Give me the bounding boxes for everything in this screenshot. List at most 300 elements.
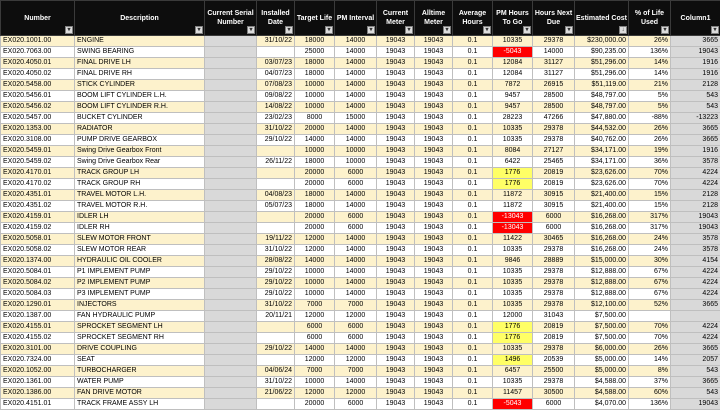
cell-average-hours[interactable]: 0.1 — [453, 234, 493, 245]
cell-pct-life-used[interactable]: 24% — [629, 234, 671, 245]
cell-current-meter[interactable]: 19043 — [377, 366, 415, 377]
cell-average-hours[interactable]: 0.1 — [453, 399, 493, 410]
column-header-pm-hours-to-go[interactable] — [493, 1, 533, 36]
cell-current-serial-number[interactable] — [205, 322, 257, 333]
table-row[interactable] — [1, 91, 720, 102]
cell-description[interactable]: TRACK GROUP LH — [75, 168, 205, 179]
cell-pm-interval[interactable]: 6000 — [335, 223, 377, 234]
cell-pct-life-used[interactable]: 60% — [629, 388, 671, 399]
cell-current-serial-number[interactable] — [205, 47, 257, 58]
cell-column1[interactable]: 2128 — [671, 190, 720, 201]
cell-current-meter[interactable]: 19043 — [377, 300, 415, 311]
table-row[interactable] — [1, 256, 720, 267]
cell-target-life[interactable]: 20000 — [295, 212, 335, 223]
cell-average-hours[interactable]: 0.1 — [453, 333, 493, 344]
cell-number[interactable]: EX020.4050.02 — [1, 69, 75, 80]
table-row[interactable] — [1, 344, 720, 355]
cell-alltime-meter[interactable]: 19043 — [415, 267, 453, 278]
cell-target-life[interactable]: 14000 — [295, 256, 335, 267]
cell-pct-life-used[interactable]: 136% — [629, 399, 671, 410]
table-row[interactable] — [1, 47, 720, 58]
cell-number[interactable]: EX020.5084.02 — [1, 278, 75, 289]
cell-pct-life-used[interactable]: 30% — [629, 256, 671, 267]
cell-number[interactable]: EX020.4170.01 — [1, 168, 75, 179]
cell-hours-next-due[interactable]: 28500 — [533, 102, 575, 113]
cell-estimated-cost[interactable]: $230,000.00 — [575, 36, 629, 47]
cell-average-hours[interactable]: 0.1 — [453, 300, 493, 311]
cell-pm-hours-to-go[interactable]: 10335 — [493, 36, 533, 47]
cell-target-life[interactable]: 12000 — [295, 311, 335, 322]
cell-number[interactable]: EX020.4351.02 — [1, 201, 75, 212]
cell-current-serial-number[interactable] — [205, 146, 257, 157]
cell-pm-interval[interactable]: 7000 — [335, 300, 377, 311]
cell-alltime-meter[interactable]: 19043 — [415, 190, 453, 201]
cell-current-meter[interactable]: 19043 — [377, 80, 415, 91]
cell-target-life[interactable]: 18000 — [295, 69, 335, 80]
cell-pm-hours-to-go[interactable]: -13043 — [493, 223, 533, 234]
cell-average-hours[interactable]: 0.1 — [453, 366, 493, 377]
cell-number[interactable]: EX020.4050.01 — [1, 58, 75, 69]
cell-average-hours[interactable]: 0.1 — [453, 355, 493, 366]
cell-hours-next-due[interactable]: 20819 — [533, 322, 575, 333]
cell-pct-life-used[interactable]: 70% — [629, 168, 671, 179]
cell-current-meter[interactable]: 19043 — [377, 179, 415, 190]
cell-number[interactable]: EX020.1001.00 — [1, 36, 75, 47]
filter-dropdown-icon[interactable]: ▾ — [523, 26, 531, 34]
cell-current-serial-number[interactable] — [205, 289, 257, 300]
cell-description[interactable]: BUCKET CYLINDER — [75, 113, 205, 124]
cell-description[interactable]: P1 IMPLEMENT PUMP — [75, 267, 205, 278]
table-row[interactable] — [1, 300, 720, 311]
cell-alltime-meter[interactable]: 19043 — [415, 91, 453, 102]
cell-column1[interactable]: 4224 — [671, 267, 720, 278]
cell-estimated-cost[interactable]: $16,268.00 — [575, 234, 629, 245]
cell-hours-next-due[interactable]: 29378 — [533, 344, 575, 355]
cell-target-life[interactable]: 10000 — [295, 377, 335, 388]
cell-hours-next-due[interactable]: 28889 — [533, 256, 575, 267]
cell-pct-life-used[interactable]: 24% — [629, 245, 671, 256]
cell-pct-life-used[interactable]: 52% — [629, 300, 671, 311]
column-header-number[interactable] — [1, 1, 75, 36]
cell-number[interactable]: EX020.1374.00 — [1, 256, 75, 267]
cell-number[interactable]: EX020.3101.00 — [1, 344, 75, 355]
cell-current-serial-number[interactable] — [205, 377, 257, 388]
cell-hours-next-due[interactable]: 6000 — [533, 212, 575, 223]
cell-alltime-meter[interactable]: 19043 — [415, 223, 453, 234]
cell-pm-interval[interactable]: 12000 — [335, 388, 377, 399]
filter-dropdown-icon[interactable]: ↓ — [619, 26, 627, 34]
cell-pm-hours-to-go[interactable]: -13043 — [493, 212, 533, 223]
table-row[interactable] — [1, 289, 720, 300]
cell-average-hours[interactable]: 0.1 — [453, 278, 493, 289]
cell-target-life[interactable]: 7000 — [295, 300, 335, 311]
cell-current-serial-number[interactable] — [205, 355, 257, 366]
cell-description[interactable]: Swing Drive Gearbox Front — [75, 146, 205, 157]
cell-column1[interactable]: 19043 — [671, 47, 720, 58]
cell-pct-life-used[interactable]: 26% — [629, 135, 671, 146]
cell-estimated-cost[interactable]: $21,400.00 — [575, 190, 629, 201]
cell-target-life[interactable]: 18000 — [295, 36, 335, 47]
table-row[interactable] — [1, 234, 720, 245]
cell-pct-life-used[interactable]: 26% — [629, 36, 671, 47]
cell-current-serial-number[interactable] — [205, 333, 257, 344]
table-row[interactable] — [1, 245, 720, 256]
cell-estimated-cost[interactable]: $12,888.00 — [575, 267, 629, 278]
cell-pm-interval[interactable]: 6000 — [335, 399, 377, 410]
cell-target-life[interactable]: 18000 — [295, 157, 335, 168]
cell-pct-life-used[interactable]: -88% — [629, 113, 671, 124]
table-row[interactable] — [1, 146, 720, 157]
cell-average-hours[interactable]: 0.1 — [453, 289, 493, 300]
cell-hours-next-due[interactable]: 25465 — [533, 157, 575, 168]
cell-average-hours[interactable]: 0.1 — [453, 36, 493, 47]
cell-average-hours[interactable]: 0.1 — [453, 212, 493, 223]
cell-current-serial-number[interactable] — [205, 179, 257, 190]
cell-column1[interactable]: 3578 — [671, 234, 720, 245]
table-row[interactable] — [1, 157, 720, 168]
column-header-pct-life-used[interactable] — [629, 1, 671, 36]
cell-target-life[interactable]: 7000 — [295, 366, 335, 377]
cell-alltime-meter[interactable]: 19043 — [415, 212, 453, 223]
cell-average-hours[interactable]: 0.1 — [453, 201, 493, 212]
cell-hours-next-due[interactable]: 31127 — [533, 58, 575, 69]
cell-average-hours[interactable]: 0.1 — [453, 135, 493, 146]
cell-number[interactable]: EX020.5459.01 — [1, 146, 75, 157]
cell-pm-interval[interactable]: 14000 — [335, 289, 377, 300]
table-row[interactable] — [1, 102, 720, 113]
cell-hours-next-due[interactable]: 29378 — [533, 278, 575, 289]
cell-alltime-meter[interactable]: 19043 — [415, 300, 453, 311]
cell-estimated-cost[interactable]: $23,626.00 — [575, 179, 629, 190]
cell-current-serial-number[interactable] — [205, 399, 257, 410]
cell-pct-life-used[interactable]: 14% — [629, 355, 671, 366]
cell-installed-date[interactable] — [257, 146, 295, 157]
cell-current-serial-number[interactable] — [205, 113, 257, 124]
cell-number[interactable]: EX020.5084.03 — [1, 289, 75, 300]
cell-estimated-cost[interactable]: $51,119.00 — [575, 80, 629, 91]
cell-installed-date[interactable]: 28/08/22 — [257, 256, 295, 267]
cell-installed-date[interactable]: 29/10/22 — [257, 344, 295, 355]
cell-column1[interactable]: -13223 — [671, 113, 720, 124]
cell-current-meter[interactable]: 19043 — [377, 256, 415, 267]
cell-installed-date[interactable]: 04/08/23 — [257, 190, 295, 201]
cell-number[interactable]: EX020.1353.00 — [1, 124, 75, 135]
cell-average-hours[interactable]: 0.1 — [453, 388, 493, 399]
cell-description[interactable]: SLEW MOTOR REAR — [75, 245, 205, 256]
cell-current-meter[interactable]: 19043 — [377, 146, 415, 157]
cell-average-hours[interactable]: 0.1 — [453, 58, 493, 69]
cell-alltime-meter[interactable]: 19043 — [415, 69, 453, 80]
cell-alltime-meter[interactable]: 19043 — [415, 102, 453, 113]
cell-pm-interval[interactable]: 14000 — [335, 344, 377, 355]
cell-current-meter[interactable]: 19043 — [377, 399, 415, 410]
cell-installed-date[interactable]: 29/10/22 — [257, 278, 295, 289]
cell-average-hours[interactable]: 0.1 — [453, 344, 493, 355]
filter-dropdown-icon[interactable]: ▾ — [443, 26, 451, 34]
cell-installed-date[interactable]: 29/10/22 — [257, 267, 295, 278]
cell-alltime-meter[interactable]: 19043 — [415, 47, 453, 58]
cell-pm-interval[interactable]: 14000 — [335, 58, 377, 69]
cell-target-life[interactable]: 10000 — [295, 102, 335, 113]
cell-number[interactable]: EX020.1386.00 — [1, 388, 75, 399]
cell-hours-next-due[interactable]: 20819 — [533, 168, 575, 179]
cell-number[interactable]: EX020.5084.01 — [1, 267, 75, 278]
cell-estimated-cost[interactable]: $51,296.00 — [575, 58, 629, 69]
cell-number[interactable]: EX020.4155.01 — [1, 322, 75, 333]
cell-installed-date[interactable]: 09/08/22 — [257, 91, 295, 102]
cell-installed-date[interactable]: 21/06/22 — [257, 388, 295, 399]
cell-estimated-cost[interactable]: $5,000.00 — [575, 355, 629, 366]
cell-target-life[interactable]: 10000 — [295, 278, 335, 289]
cell-pm-hours-to-go[interactable]: 11872 — [493, 201, 533, 212]
cell-current-serial-number[interactable] — [205, 190, 257, 201]
cell-target-life[interactable]: 25000 — [295, 47, 335, 58]
cell-alltime-meter[interactable]: 19043 — [415, 36, 453, 47]
cell-pm-interval[interactable]: 6000 — [335, 322, 377, 333]
cell-pct-life-used[interactable]: 26% — [629, 124, 671, 135]
cell-current-serial-number[interactable] — [205, 278, 257, 289]
cell-description[interactable]: P3 IMPLEMENT PUMP — [75, 289, 205, 300]
cell-alltime-meter[interactable]: 19043 — [415, 322, 453, 333]
cell-column1[interactable]: 1916 — [671, 58, 720, 69]
cell-current-meter[interactable]: 19043 — [377, 102, 415, 113]
cell-description[interactable]: SEAT — [75, 355, 205, 366]
cell-average-hours[interactable]: 0.1 — [453, 179, 493, 190]
cell-description[interactable]: TURBOCHARGER — [75, 366, 205, 377]
cell-pm-interval[interactable]: 14000 — [335, 256, 377, 267]
cell-hours-next-due[interactable]: 30915 — [533, 201, 575, 212]
cell-column1[interactable]: 3665 — [671, 344, 720, 355]
cell-estimated-cost[interactable]: $16,268.00 — [575, 212, 629, 223]
cell-pm-hours-to-go[interactable]: 9846 — [493, 256, 533, 267]
cell-pct-life-used[interactable]: 26% — [629, 344, 671, 355]
cell-pm-hours-to-go[interactable]: 1776 — [493, 179, 533, 190]
cell-current-meter[interactable]: 19043 — [377, 267, 415, 278]
cell-estimated-cost[interactable]: $16,268.00 — [575, 223, 629, 234]
cell-current-serial-number[interactable] — [205, 58, 257, 69]
cell-current-serial-number[interactable] — [205, 388, 257, 399]
cell-pm-interval[interactable]: 10000 — [335, 157, 377, 168]
cell-current-meter[interactable]: 19043 — [377, 234, 415, 245]
cell-number[interactable]: EX020.5456.01 — [1, 91, 75, 102]
cell-estimated-cost[interactable]: $7,500.00 — [575, 322, 629, 333]
cell-average-hours[interactable]: 0.1 — [453, 80, 493, 91]
cell-column1[interactable]: 3578 — [671, 245, 720, 256]
cell-estimated-cost[interactable]: $6,000.00 — [575, 344, 629, 355]
cell-column1[interactable]: 1916 — [671, 146, 720, 157]
cell-pct-life-used[interactable]: 317% — [629, 223, 671, 234]
cell-pm-interval[interactable]: 6000 — [335, 212, 377, 223]
cell-installed-date[interactable]: 04/06/24 — [257, 366, 295, 377]
cell-alltime-meter[interactable]: 19043 — [415, 201, 453, 212]
cell-target-life[interactable]: 20000 — [295, 399, 335, 410]
cell-hours-next-due[interactable]: 6000 — [533, 223, 575, 234]
cell-target-life[interactable]: 12000 — [295, 245, 335, 256]
cell-estimated-cost[interactable]: $48,797.00 — [575, 102, 629, 113]
cell-description[interactable]: FINAL DRIVE LH — [75, 58, 205, 69]
cell-current-serial-number[interactable] — [205, 135, 257, 146]
cell-description[interactable]: RADIATOR — [75, 124, 205, 135]
cell-alltime-meter[interactable]: 19043 — [415, 311, 453, 322]
cell-number[interactable]: EX020.5058.01 — [1, 234, 75, 245]
cell-pm-hours-to-go[interactable]: 7872 — [493, 80, 533, 91]
cell-current-meter[interactable]: 19043 — [377, 36, 415, 47]
cell-description[interactable]: IDLER RH — [75, 223, 205, 234]
table-row[interactable] — [1, 80, 720, 91]
cell-pm-interval[interactable]: 12000 — [335, 311, 377, 322]
filter-dropdown-icon[interactable]: ▾ — [65, 26, 73, 34]
cell-pm-hours-to-go[interactable]: 1776 — [493, 333, 533, 344]
cell-pm-hours-to-go[interactable]: 10335 — [493, 377, 533, 388]
cell-target-life[interactable]: 20000 — [295, 168, 335, 179]
cell-column1[interactable]: 2128 — [671, 80, 720, 91]
cell-hours-next-due[interactable]: 25500 — [533, 366, 575, 377]
cell-estimated-cost[interactable]: $34,171.00 — [575, 146, 629, 157]
table-row[interactable] — [1, 377, 720, 388]
cell-hours-next-due[interactable]: 20539 — [533, 355, 575, 366]
cell-pm-interval[interactable]: 12000 — [335, 355, 377, 366]
table-row[interactable] — [1, 58, 720, 69]
cell-column1[interactable] — [671, 311, 720, 322]
cell-hours-next-due[interactable]: 31043 — [533, 311, 575, 322]
cell-current-serial-number[interactable] — [205, 91, 257, 102]
table-row[interactable] — [1, 113, 720, 124]
cell-target-life[interactable]: 20000 — [295, 223, 335, 234]
cell-installed-date[interactable]: 05/07/23 — [257, 201, 295, 212]
cell-hours-next-due[interactable]: 20819 — [533, 333, 575, 344]
cell-hours-next-due[interactable]: 29378 — [533, 245, 575, 256]
cell-hours-next-due[interactable]: 29378 — [533, 377, 575, 388]
cell-installed-date[interactable]: 29/10/22 — [257, 289, 295, 300]
cell-target-life[interactable]: 6000 — [295, 322, 335, 333]
cell-installed-date[interactable]: 31/10/22 — [257, 377, 295, 388]
cell-alltime-meter[interactable]: 19043 — [415, 80, 453, 91]
cell-number[interactable]: EX020.1290.01 — [1, 300, 75, 311]
cell-pm-interval[interactable]: 10000 — [335, 146, 377, 157]
cell-pm-hours-to-go[interactable]: 8084 — [493, 146, 533, 157]
cell-installed-date[interactable]: 31/10/22 — [257, 124, 295, 135]
cell-hours-next-due[interactable]: 26915 — [533, 80, 575, 91]
filter-dropdown-icon[interactable]: ▾ — [367, 26, 375, 34]
cell-target-life[interactable]: 20000 — [295, 179, 335, 190]
column-header-alltime-meter[interactable] — [415, 1, 453, 36]
cell-pm-interval[interactable]: 14000 — [335, 135, 377, 146]
cell-installed-date[interactable] — [257, 399, 295, 410]
cell-average-hours[interactable]: 0.1 — [453, 377, 493, 388]
cell-current-meter[interactable]: 19043 — [377, 69, 415, 80]
cell-pm-interval[interactable]: 6000 — [335, 179, 377, 190]
cell-pm-hours-to-go[interactable]: 10335 — [493, 135, 533, 146]
cell-estimated-cost[interactable]: $44,532.00 — [575, 124, 629, 135]
cell-pm-hours-to-go[interactable]: 1776 — [493, 168, 533, 179]
cell-average-hours[interactable]: 0.1 — [453, 69, 493, 80]
cell-target-life[interactable]: 18000 — [295, 58, 335, 69]
cell-installed-date[interactable]: 31/10/22 — [257, 245, 295, 256]
cell-number[interactable]: EX020.1052.00 — [1, 366, 75, 377]
cell-current-serial-number[interactable] — [205, 223, 257, 234]
cell-estimated-cost[interactable]: $51,296.00 — [575, 69, 629, 80]
cell-description[interactable]: SWING BEARING — [75, 47, 205, 58]
column-header-description[interactable] — [75, 1, 205, 36]
cell-current-serial-number[interactable] — [205, 366, 257, 377]
cell-pm-interval[interactable]: 7000 — [335, 366, 377, 377]
column-header-installed-date[interactable] — [257, 1, 295, 36]
cell-pct-life-used[interactable] — [629, 311, 671, 322]
cell-target-life[interactable]: 6000 — [295, 333, 335, 344]
cell-pm-hours-to-go[interactable]: 12000 — [493, 311, 533, 322]
cell-target-life[interactable]: 14000 — [295, 344, 335, 355]
cell-pm-hours-to-go[interactable]: 11422 — [493, 234, 533, 245]
cell-description[interactable]: ENGINE — [75, 36, 205, 47]
cell-number[interactable]: EX020.5458.00 — [1, 80, 75, 91]
cell-current-serial-number[interactable] — [205, 157, 257, 168]
cell-estimated-cost[interactable]: $12,888.00 — [575, 278, 629, 289]
cell-description[interactable]: SPROCKET SEGMENT RH — [75, 333, 205, 344]
cell-installed-date[interactable]: 03/07/23 — [257, 58, 295, 69]
cell-current-serial-number[interactable] — [205, 245, 257, 256]
cell-hours-next-due[interactable]: 29378 — [533, 36, 575, 47]
cell-estimated-cost[interactable]: $7,500.00 — [575, 311, 629, 322]
cell-column1[interactable]: 3665 — [671, 300, 720, 311]
table-row[interactable] — [1, 135, 720, 146]
filter-dropdown-icon[interactable]: ▾ — [195, 26, 203, 34]
cell-alltime-meter[interactable]: 19043 — [415, 58, 453, 69]
cell-installed-date[interactable] — [257, 333, 295, 344]
table-row[interactable] — [1, 399, 720, 410]
cell-hours-next-due[interactable]: 28500 — [533, 91, 575, 102]
cell-alltime-meter[interactable]: 19043 — [415, 278, 453, 289]
cell-hours-next-due[interactable]: 27127 — [533, 146, 575, 157]
cell-current-meter[interactable]: 19043 — [377, 91, 415, 102]
filter-dropdown-icon[interactable]: ▾ — [285, 26, 293, 34]
cell-installed-date[interactable] — [257, 179, 295, 190]
cell-installed-date[interactable]: 20/11/21 — [257, 311, 295, 322]
cell-estimated-cost[interactable]: $4,588.00 — [575, 377, 629, 388]
cell-pm-interval[interactable]: 14000 — [335, 47, 377, 58]
cell-target-life[interactable]: 20000 — [295, 124, 335, 135]
cell-column1[interactable]: 1916 — [671, 69, 720, 80]
cell-pct-life-used[interactable]: 15% — [629, 201, 671, 212]
filter-dropdown-icon[interactable]: ▾ — [325, 26, 333, 34]
cell-pm-hours-to-go[interactable]: 12084 — [493, 58, 533, 69]
cell-description[interactable]: TRAVEL MOTOR L.H. — [75, 190, 205, 201]
cell-pct-life-used[interactable]: 67% — [629, 267, 671, 278]
cell-pm-interval[interactable]: 14000 — [335, 267, 377, 278]
cell-average-hours[interactable]: 0.1 — [453, 113, 493, 124]
cell-pct-life-used[interactable]: 36% — [629, 157, 671, 168]
filter-dropdown-icon[interactable]: ▾ — [483, 26, 491, 34]
cell-estimated-cost[interactable]: $15,000.00 — [575, 256, 629, 267]
cell-pct-life-used[interactable]: 5% — [629, 102, 671, 113]
cell-pct-life-used[interactable]: 136% — [629, 47, 671, 58]
cell-pm-interval[interactable]: 14000 — [335, 124, 377, 135]
cell-current-meter[interactable]: 19043 — [377, 388, 415, 399]
cell-pm-interval[interactable]: 14000 — [335, 201, 377, 212]
cell-pct-life-used[interactable]: 70% — [629, 179, 671, 190]
cell-installed-date[interactable] — [257, 168, 295, 179]
cell-pm-hours-to-go[interactable]: 10335 — [493, 245, 533, 256]
cell-current-meter[interactable]: 19043 — [377, 58, 415, 69]
cell-alltime-meter[interactable]: 19043 — [415, 333, 453, 344]
table-row[interactable] — [1, 278, 720, 289]
cell-target-life[interactable]: 8000 — [295, 113, 335, 124]
cell-current-serial-number[interactable] — [205, 212, 257, 223]
cell-number[interactable]: EX020.4151.01 — [1, 399, 75, 410]
cell-pm-hours-to-go[interactable]: -5043 — [493, 399, 533, 410]
cell-description[interactable]: FINAL DRIVE RH — [75, 69, 205, 80]
cell-current-meter[interactable]: 19043 — [377, 47, 415, 58]
cell-installed-date[interactable]: 14/08/22 — [257, 102, 295, 113]
